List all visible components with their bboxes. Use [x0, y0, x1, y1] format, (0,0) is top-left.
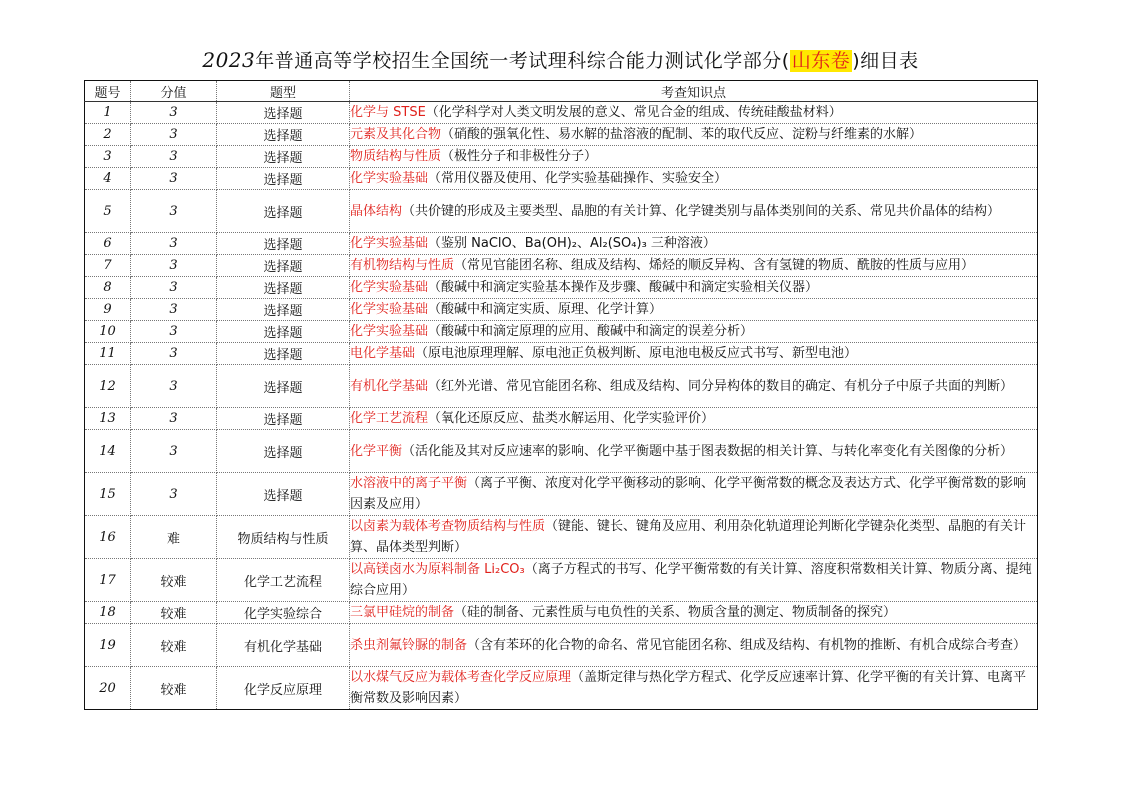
knowledge-topic: 化学平衡 — [350, 443, 403, 459]
cell-score: 3 — [131, 408, 217, 430]
knowledge-detail: （硝酸的强氧化性、易水解的盐溶液的配制、苯的取代反应、淀粉与纤维素的水解） — [441, 127, 923, 142]
cell-no: 13 — [85, 408, 131, 430]
knowledge-topic: 物质结构与性质 — [350, 149, 442, 164]
knowledge-detail: （键能、键长、键角及应用、利用杂化轨道理论判断化学键杂化类型、晶胞的有关计算、晶体类型判断） — [350, 519, 1027, 555]
cell-no: 11 — [85, 343, 131, 365]
cell-score: 3 — [131, 365, 217, 408]
cell-knowledge — [350, 408, 1038, 430]
cell-type: 选择题 — [217, 255, 350, 277]
cell-score: 3 — [131, 233, 217, 255]
cell-type: 选择题 — [217, 299, 350, 321]
knowledge-detail: （常见官能团名称、组成及结构、烯烃的顺反异构、含有氢键的物质、酰胺的性质与应用） — [454, 258, 975, 273]
knowledge-topic: 化学实验基础 — [350, 280, 429, 295]
knowledge-detail: （化学科学对人类文明发展的意义、常见合金的组成、传统硅酸盐材料） — [425, 105, 842, 120]
cell-score: 3 — [131, 255, 217, 277]
cell-knowledge — [350, 516, 1038, 559]
knowledge-topic: 化学实验基础 — [350, 236, 429, 251]
knowledge-detail: （红外光谱、常见官能团名称、组成及结构、同分异构体的数目的确定、有机分子中原子共面的判断） — [428, 378, 1014, 394]
cell-score: 3 — [131, 146, 217, 168]
table-row — [85, 667, 1038, 710]
cell-no: 6 — [85, 233, 131, 255]
table-row — [85, 146, 1038, 168]
cell-score: 3 — [131, 343, 217, 365]
knowledge-topic: 晶体结构 — [350, 203, 403, 219]
knowledge-topic: 化学工艺流程 — [350, 411, 429, 426]
knowledge-detail: （含有苯环的化合物的命名、常见官能团名称、组成及结构、有机物的推断、有机合成综合考查） — [467, 637, 1027, 653]
cell-type: 选择题 — [217, 102, 350, 124]
cell-knowledge — [350, 473, 1038, 516]
cell-score: 3 — [131, 124, 217, 146]
cell-score: 较难 — [131, 559, 217, 602]
cell-type: 选择题 — [217, 473, 350, 516]
table-row — [85, 516, 1038, 559]
spec-table — [84, 80, 1038, 710]
knowledge-detail: （酸碱中和滴定实验基本操作及步骤、酸碱中和滴定实验相关仪器） — [428, 280, 819, 295]
table-row — [85, 277, 1038, 299]
cell-score: 3 — [131, 430, 217, 473]
cell-no: 18 — [85, 602, 131, 624]
cell-type: 选择题 — [217, 233, 350, 255]
cell-knowledge — [350, 146, 1038, 168]
cell-no: 2 — [85, 124, 131, 146]
cell-no: 1 — [85, 102, 131, 124]
cell-type: 选择题 — [217, 190, 350, 233]
table-row — [85, 124, 1038, 146]
cell-knowledge — [350, 168, 1038, 190]
cell-score: 3 — [131, 277, 217, 299]
cell-knowledge — [350, 321, 1038, 343]
table-row — [85, 602, 1038, 624]
table-header-row — [85, 81, 1038, 102]
cell-score: 3 — [131, 473, 217, 516]
knowledge-topic: 杀虫剂氟铃脲的制备 — [350, 637, 468, 653]
table-row — [85, 255, 1038, 277]
cell-type: 化学工艺流程 — [217, 559, 350, 602]
cell-score: 较难 — [131, 667, 217, 710]
page-title — [0, 46, 1121, 75]
knowledge-topic: 以水煤气反应为载体考查化学反应原理 — [350, 670, 572, 685]
cell-no: 17 — [85, 559, 131, 602]
knowledge-detail: （离子平衡、浓度对化学平衡移动的影响、化学平衡常数的概念及表达方式、化学平衡常数的影响因素及应用） — [350, 476, 1027, 512]
table-row — [85, 190, 1038, 233]
cell-knowledge — [350, 102, 1038, 124]
cell-no: 16 — [85, 516, 131, 559]
cell-knowledge — [350, 124, 1038, 146]
knowledge-detail: （极性分子和非极性分子） — [441, 149, 598, 164]
cell-score: 较难 — [131, 602, 217, 624]
title-suffix: )细目表 — [852, 50, 919, 72]
knowledge-topic: 化学与 STSE — [350, 105, 426, 120]
header-score: 分值 — [131, 81, 217, 102]
knowledge-detail: （硅的制备、元素性质与电负性的关系、物质含量的测定、物质制备的探究） — [454, 605, 897, 620]
knowledge-detail: （原电池原理理解、原电池正负极判断、原电池电极反应式书写、新型电池） — [415, 346, 858, 361]
cell-knowledge — [350, 602, 1038, 624]
cell-no: 12 — [85, 365, 131, 408]
cell-knowledge — [350, 430, 1038, 473]
knowledge-topic: 化学实验基础 — [350, 302, 429, 317]
table-row — [85, 102, 1038, 124]
knowledge-topic: 化学实验基础 — [350, 324, 429, 339]
cell-type: 选择题 — [217, 124, 350, 146]
knowledge-detail: （常用仪器及使用、化学实验基础操作、实验安全） — [428, 171, 728, 186]
cell-type: 选择题 — [217, 365, 350, 408]
cell-knowledge — [350, 277, 1038, 299]
cell-score: 3 — [131, 321, 217, 343]
knowledge-topic: 电化学基础 — [350, 346, 416, 361]
knowledge-detail: （共价键的形成及主要类型、晶胞的有关计算、化学键类别与晶体类别间的关系、常见共价晶体的结构） — [402, 203, 1001, 219]
cell-knowledge — [350, 624, 1038, 667]
header-type: 题型 — [217, 81, 350, 102]
table-row — [85, 473, 1038, 516]
cell-knowledge — [350, 559, 1038, 602]
knowledge-detail: （酸碱中和滴定实质、原理、化学计算） — [428, 302, 663, 317]
cell-type: 化学实验综合 — [217, 602, 350, 624]
cell-type: 物质结构与性质 — [217, 516, 350, 559]
cell-type: 选择题 — [217, 321, 350, 343]
knowledge-topic: 有机化学基础 — [350, 378, 429, 394]
cell-no: 3 — [85, 146, 131, 168]
cell-knowledge — [350, 233, 1038, 255]
table-row — [85, 624, 1038, 667]
table-row — [85, 299, 1038, 321]
cell-knowledge — [350, 255, 1038, 277]
knowledge-topic: 化学实验基础 — [350, 171, 429, 186]
knowledge-detail: （氧化还原反应、盐类水解运用、化学实验评价） — [428, 411, 715, 426]
cell-no: 5 — [85, 190, 131, 233]
knowledge-topic: 元素及其化合物 — [350, 127, 442, 142]
header-knowledge: 考查知识点 — [350, 81, 1038, 102]
table-row — [85, 408, 1038, 430]
cell-no: 8 — [85, 277, 131, 299]
cell-type: 选择题 — [217, 408, 350, 430]
knowledge-topic: 三氯甲硅烷的制备 — [350, 605, 455, 620]
cell-score: 难 — [131, 516, 217, 559]
cell-no: 7 — [85, 255, 131, 277]
cell-no: 9 — [85, 299, 131, 321]
table-row — [85, 559, 1038, 602]
table-row — [85, 168, 1038, 190]
cell-type: 选择题 — [217, 430, 350, 473]
cell-knowledge — [350, 343, 1038, 365]
cell-score: 3 — [131, 168, 217, 190]
cell-type: 选择题 — [217, 277, 350, 299]
cell-knowledge — [350, 365, 1038, 408]
cell-no: 20 — [85, 667, 131, 710]
knowledge-topic: 有机物结构与性质 — [350, 258, 455, 273]
header-no: 题号 — [85, 81, 131, 102]
knowledge-detail: （活化能及其对反应速率的影响、化学平衡题中基于图表数据的相关计算、与转化率变化有关图像的分析） — [402, 443, 1014, 459]
cell-no: 14 — [85, 430, 131, 473]
table-row — [85, 430, 1038, 473]
cell-score: 较难 — [131, 624, 217, 667]
title-highlight: 山东卷 — [791, 50, 851, 72]
cell-type: 选择题 — [217, 168, 350, 190]
knowledge-topic: 水溶液中的离子平衡 — [350, 476, 468, 491]
knowledge-detail: （离子方程式的书写、化学平衡常数的有关计算、溶度积常数相关计算、物质分离、提纯综合应用） — [350, 562, 1032, 598]
cell-no: 19 — [85, 624, 131, 667]
cell-type: 有机化学基础 — [217, 624, 350, 667]
table-row — [85, 365, 1038, 408]
knowledge-topic: 以卤素为载体考查物质结构与性质 — [350, 519, 546, 534]
table-row — [85, 343, 1038, 365]
cell-score: 3 — [131, 299, 217, 321]
cell-type: 选择题 — [217, 343, 350, 365]
table-row — [85, 233, 1038, 255]
cell-knowledge — [350, 190, 1038, 233]
knowledge-topic: 以高镁卤水为原料制备 Li₂CO₃ — [350, 562, 525, 577]
cell-type: 选择题 — [217, 146, 350, 168]
table-row — [85, 321, 1038, 343]
knowledge-detail: （盖斯定律与热化学方程式、化学反应速率计算、化学平衡的有关计算、电离平衡常数及影响因素） — [350, 670, 1027, 706]
knowledge-detail: （酸碱中和滴定原理的应用、酸碱中和滴定的误差分析） — [428, 324, 754, 339]
cell-no: 10 — [85, 321, 131, 343]
cell-knowledge — [350, 667, 1038, 710]
title-text: 年普通高等学校招生全国统一考试理科综合能力测试化学部分( — [255, 50, 790, 72]
cell-no: 4 — [85, 168, 131, 190]
cell-knowledge — [350, 299, 1038, 321]
title-year: 2023 — [202, 48, 256, 72]
cell-type: 化学反应原理 — [217, 667, 350, 710]
cell-score: 3 — [131, 190, 217, 233]
cell-no: 15 — [85, 473, 131, 516]
knowledge-detail: （鉴别 NaClO、Ba(OH)₂、Al₂(SO₄)₃ 三种溶液） — [428, 236, 716, 251]
cell-score: 3 — [131, 102, 217, 124]
